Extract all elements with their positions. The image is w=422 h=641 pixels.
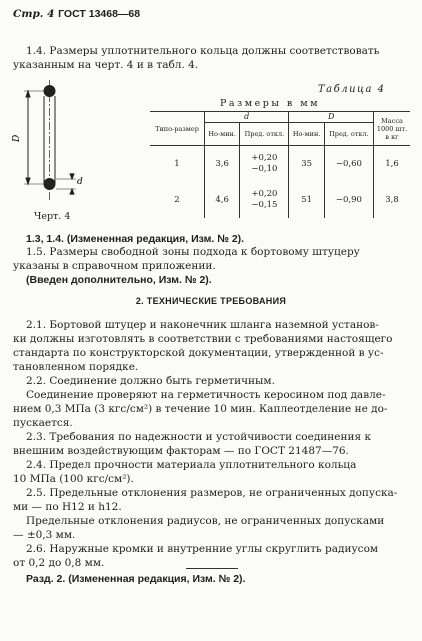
cell-mass: 3,8 xyxy=(374,182,411,218)
para-1-5-line1: 1.5. Размеры свободной зоны подхода к бортовому штуцеру xyxy=(26,246,360,258)
table-subcaption: Размеры в мм xyxy=(220,98,321,109)
cell-D-dev: −0,90 xyxy=(324,182,373,218)
para-2-3-line1: 2.3. Требования по надежности и устойчивости соединения к xyxy=(26,431,372,443)
edit-note-3: Разд. 2. (Измененная редакция, Изм. № 2). xyxy=(26,573,246,585)
para-2-6-line2: от 0,2 до 0,8 мм. xyxy=(13,557,105,569)
page-number: Стр. 4 xyxy=(13,8,55,20)
header-D-dev: Пред. откл. xyxy=(324,123,373,146)
cell-d-nom: 3,6 xyxy=(205,146,240,183)
page-header xyxy=(13,8,140,20)
header-D-nom: Но-мин. xyxy=(289,123,324,146)
para-2-1-line3: стандарта по конструкторской документации, утвержденной в ус- xyxy=(13,347,384,359)
para-1-4-line1: 1.4. Размеры уплотнительного кольца должны соответствовать xyxy=(26,45,380,57)
para-2-4-line2: 10 МПа (100 кгс/см²). xyxy=(13,473,134,485)
section-title: 2. ТЕХНИЧЕСКИЕ ТРЕБОВАНИЯ xyxy=(135,296,287,306)
header-mass: Масса 1000 шт. в кг xyxy=(374,112,411,146)
header-d: d xyxy=(205,112,289,123)
para-2-4-line1: 2.4. Предел прочности материала уплотнительного кольца xyxy=(26,459,357,471)
dim-d-label: d xyxy=(77,177,83,187)
cell-D-dev: −0,60 xyxy=(324,146,373,183)
para-2-1-line1: 2.1. Бортовой штуцер и наконечник шланга наземной установ- xyxy=(26,319,379,331)
cell-d-nom: 4,6 xyxy=(205,182,240,218)
cell-d-dev xyxy=(240,146,289,183)
para-1-4-line2: указанным на черт. 4 и в табл. 4. xyxy=(13,59,199,71)
cell-mass: 1,6 xyxy=(374,146,411,183)
para-2-1-line2: ки должны изготовлять в соответствии с требованиями настоящего xyxy=(13,333,393,345)
edit-note-1: 1.3, 1.4. (Измененная редакция, Изм. № 2). xyxy=(26,233,245,245)
cell-D-nom: 51 xyxy=(289,182,324,218)
dimensions-table xyxy=(150,111,410,218)
cell-D-nom: 35 xyxy=(289,146,324,183)
para-2-5-line1: 2.5. Предельные отклонения размеров, не ограниченных допуска- xyxy=(26,487,398,499)
cell-d-dev-lower: −0,15 xyxy=(251,200,278,210)
header-D: D xyxy=(289,112,374,123)
standard-number: ГОСТ 13468—68 xyxy=(58,8,141,20)
table-row xyxy=(150,146,410,183)
para-2-2b-line2: нием 0,3 МПа (3 кгс/см²) в течение 10 мин. Каплеотделение не до- xyxy=(13,403,388,415)
para-2-2b-line1: Соединение проверяют на герметичность керосином под давле- xyxy=(26,389,386,401)
cell-d-dev-lower: −0,10 xyxy=(251,164,278,174)
para-2-1-line4: тановленном порядке. xyxy=(13,361,139,373)
para-2-5-line2: ми — по H12 и h12. xyxy=(13,501,122,513)
header-type: Типо-размер xyxy=(150,112,205,146)
header-d-dev: Пред. откл. xyxy=(240,123,289,146)
edit-note-2: (Введен дополнительно, Изм. № 2). xyxy=(26,274,212,286)
table-caption: Таблица 4 xyxy=(318,84,386,95)
cell-d-dev xyxy=(240,182,289,218)
para-2-2: 2.2. Соединение должно быть герметичным. xyxy=(26,375,275,387)
header-d-nom: Но-мин. xyxy=(205,123,240,146)
drawing-caption: Черт. 4 xyxy=(34,211,71,222)
end-rule xyxy=(186,568,238,569)
para-2-5b-line1: Предельные отклонения радиусов, не ограниченных допусками xyxy=(26,515,385,527)
para-2-3-line2: внешним воздействующим факторам — по ГОСТ 21487—76. xyxy=(13,445,349,457)
para-2-6-line1: 2.6. Наружные кромки и внутренние углы скруглить радиусом xyxy=(26,543,379,555)
cell-d-dev-upper: +0,20 xyxy=(251,153,278,163)
cell-type: 2 xyxy=(150,182,205,218)
ring-drawing xyxy=(14,80,114,210)
para-1-5-line2: указаны в справочном приложении. xyxy=(13,260,216,272)
dim-D-label: D xyxy=(12,134,22,142)
cell-d-dev-upper: +0,20 xyxy=(251,189,278,199)
para-2-2b-line3: пускается. xyxy=(13,417,73,429)
cell-type: 1 xyxy=(150,146,205,183)
table-row xyxy=(150,182,410,218)
para-2-5b-line2: — ±0,3 мм. xyxy=(13,529,76,541)
